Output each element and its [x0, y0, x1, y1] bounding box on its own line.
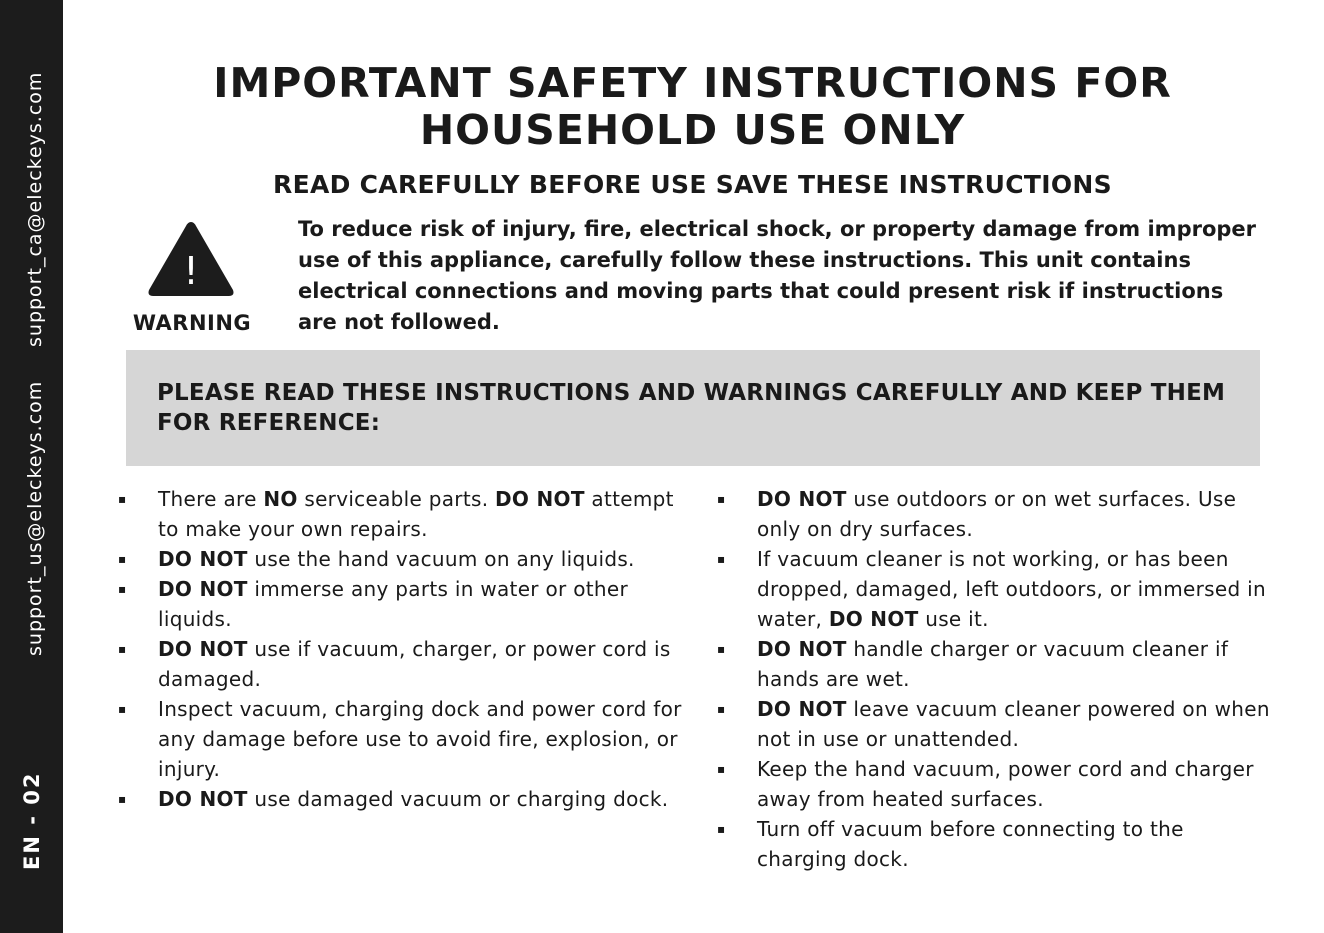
title-line-1: IMPORTANT SAFETY INSTRUCTIONS FOR — [213, 59, 1172, 107]
support-email-ca: support_ca@eleckeys.com — [24, 71, 46, 347]
list-item: ▪ DO NOT use if vacuum, charger, or power cord is damaged. — [118, 634, 688, 694]
bullet-icon: ▪ — [717, 642, 726, 656]
bullet-icon: ▪ — [118, 582, 127, 596]
list-item: ▪ Inspect vacuum, charging dock and power cord for any damage before use to avoid fire, explosion, or injury. — [118, 694, 688, 784]
instructions-list-left — [118, 484, 688, 814]
list-item: ▪ DO NOT handle charger or vacuum cleaner if hands are wet. — [717, 634, 1277, 694]
list-item: ▪ If vacuum cleaner is not working, or has been dropped, damaged, left outdoors, or immersed in water, DO NOT use it. — [717, 544, 1277, 634]
list-item: ▪ DO NOT immerse any parts in water or other liquids. — [118, 574, 688, 634]
bullet-icon: ▪ — [118, 642, 127, 656]
list-item: ▪ DO NOT use outdoors or on wet surfaces. Use only on dry surfaces. — [717, 484, 1277, 544]
bullet-icon: ▪ — [717, 552, 726, 566]
support-email-us: support_us@eleckeys.com — [24, 380, 46, 656]
bullet-icon: ▪ — [717, 762, 726, 776]
list-item: ▪ Turn off vacuum before connecting to the charging dock. — [717, 814, 1277, 874]
title-line-2: HOUSEHOLD USE ONLY — [419, 106, 966, 154]
list-item: ▪ DO NOT use the hand vacuum on any liquids. — [118, 544, 688, 574]
list-item: ▪ There are NO serviceable parts. DO NOT attempt to make your own repairs. — [118, 484, 688, 544]
warning-icon-glyph: ! — [183, 249, 199, 293]
warning-triangle-icon — [145, 218, 237, 300]
bullet-icon: ▪ — [717, 702, 726, 716]
instructions-banner — [126, 350, 1260, 466]
warning-label: WARNING — [132, 311, 252, 335]
bullet-icon: ▪ — [118, 492, 127, 506]
list-item: ▪ DO NOT use damaged vacuum or charging dock. — [118, 784, 688, 814]
page-subtitle: READ CAREFULLY BEFORE USE SAVE THESE INSTRUCTIONS — [273, 170, 1112, 199]
list-item: ▪ Keep the hand vacuum, power cord and charger away from heated surfaces. — [717, 754, 1277, 814]
warning-text: To reduce risk of injury, fire, electrical shock, or property damage from improper use of this appliance, carefully follow these instructions. This unit contains electrical connections and moving parts that could present risk if instructions are not followed. — [298, 217, 1257, 334]
bullet-icon: ▪ — [717, 492, 726, 506]
sidebar — [0, 0, 63, 933]
bullet-icon: ▪ — [118, 552, 127, 566]
bullet-icon: ▪ — [118, 702, 127, 716]
bullet-icon: ▪ — [717, 822, 726, 836]
instructions-list-right — [717, 484, 1277, 874]
bullet-icon: ▪ — [118, 792, 127, 806]
page-title — [120, 60, 1265, 154]
list-item: ▪ DO NOT leave vacuum cleaner powered on when not in use or unattended. — [717, 694, 1277, 754]
banner-text: PLEASE READ THESE INSTRUCTIONS AND WARNINGS CAREFULLY AND KEEP THEM FOR REFERENCE: — [157, 380, 1226, 436]
page-number: EN - 02 — [20, 771, 44, 870]
